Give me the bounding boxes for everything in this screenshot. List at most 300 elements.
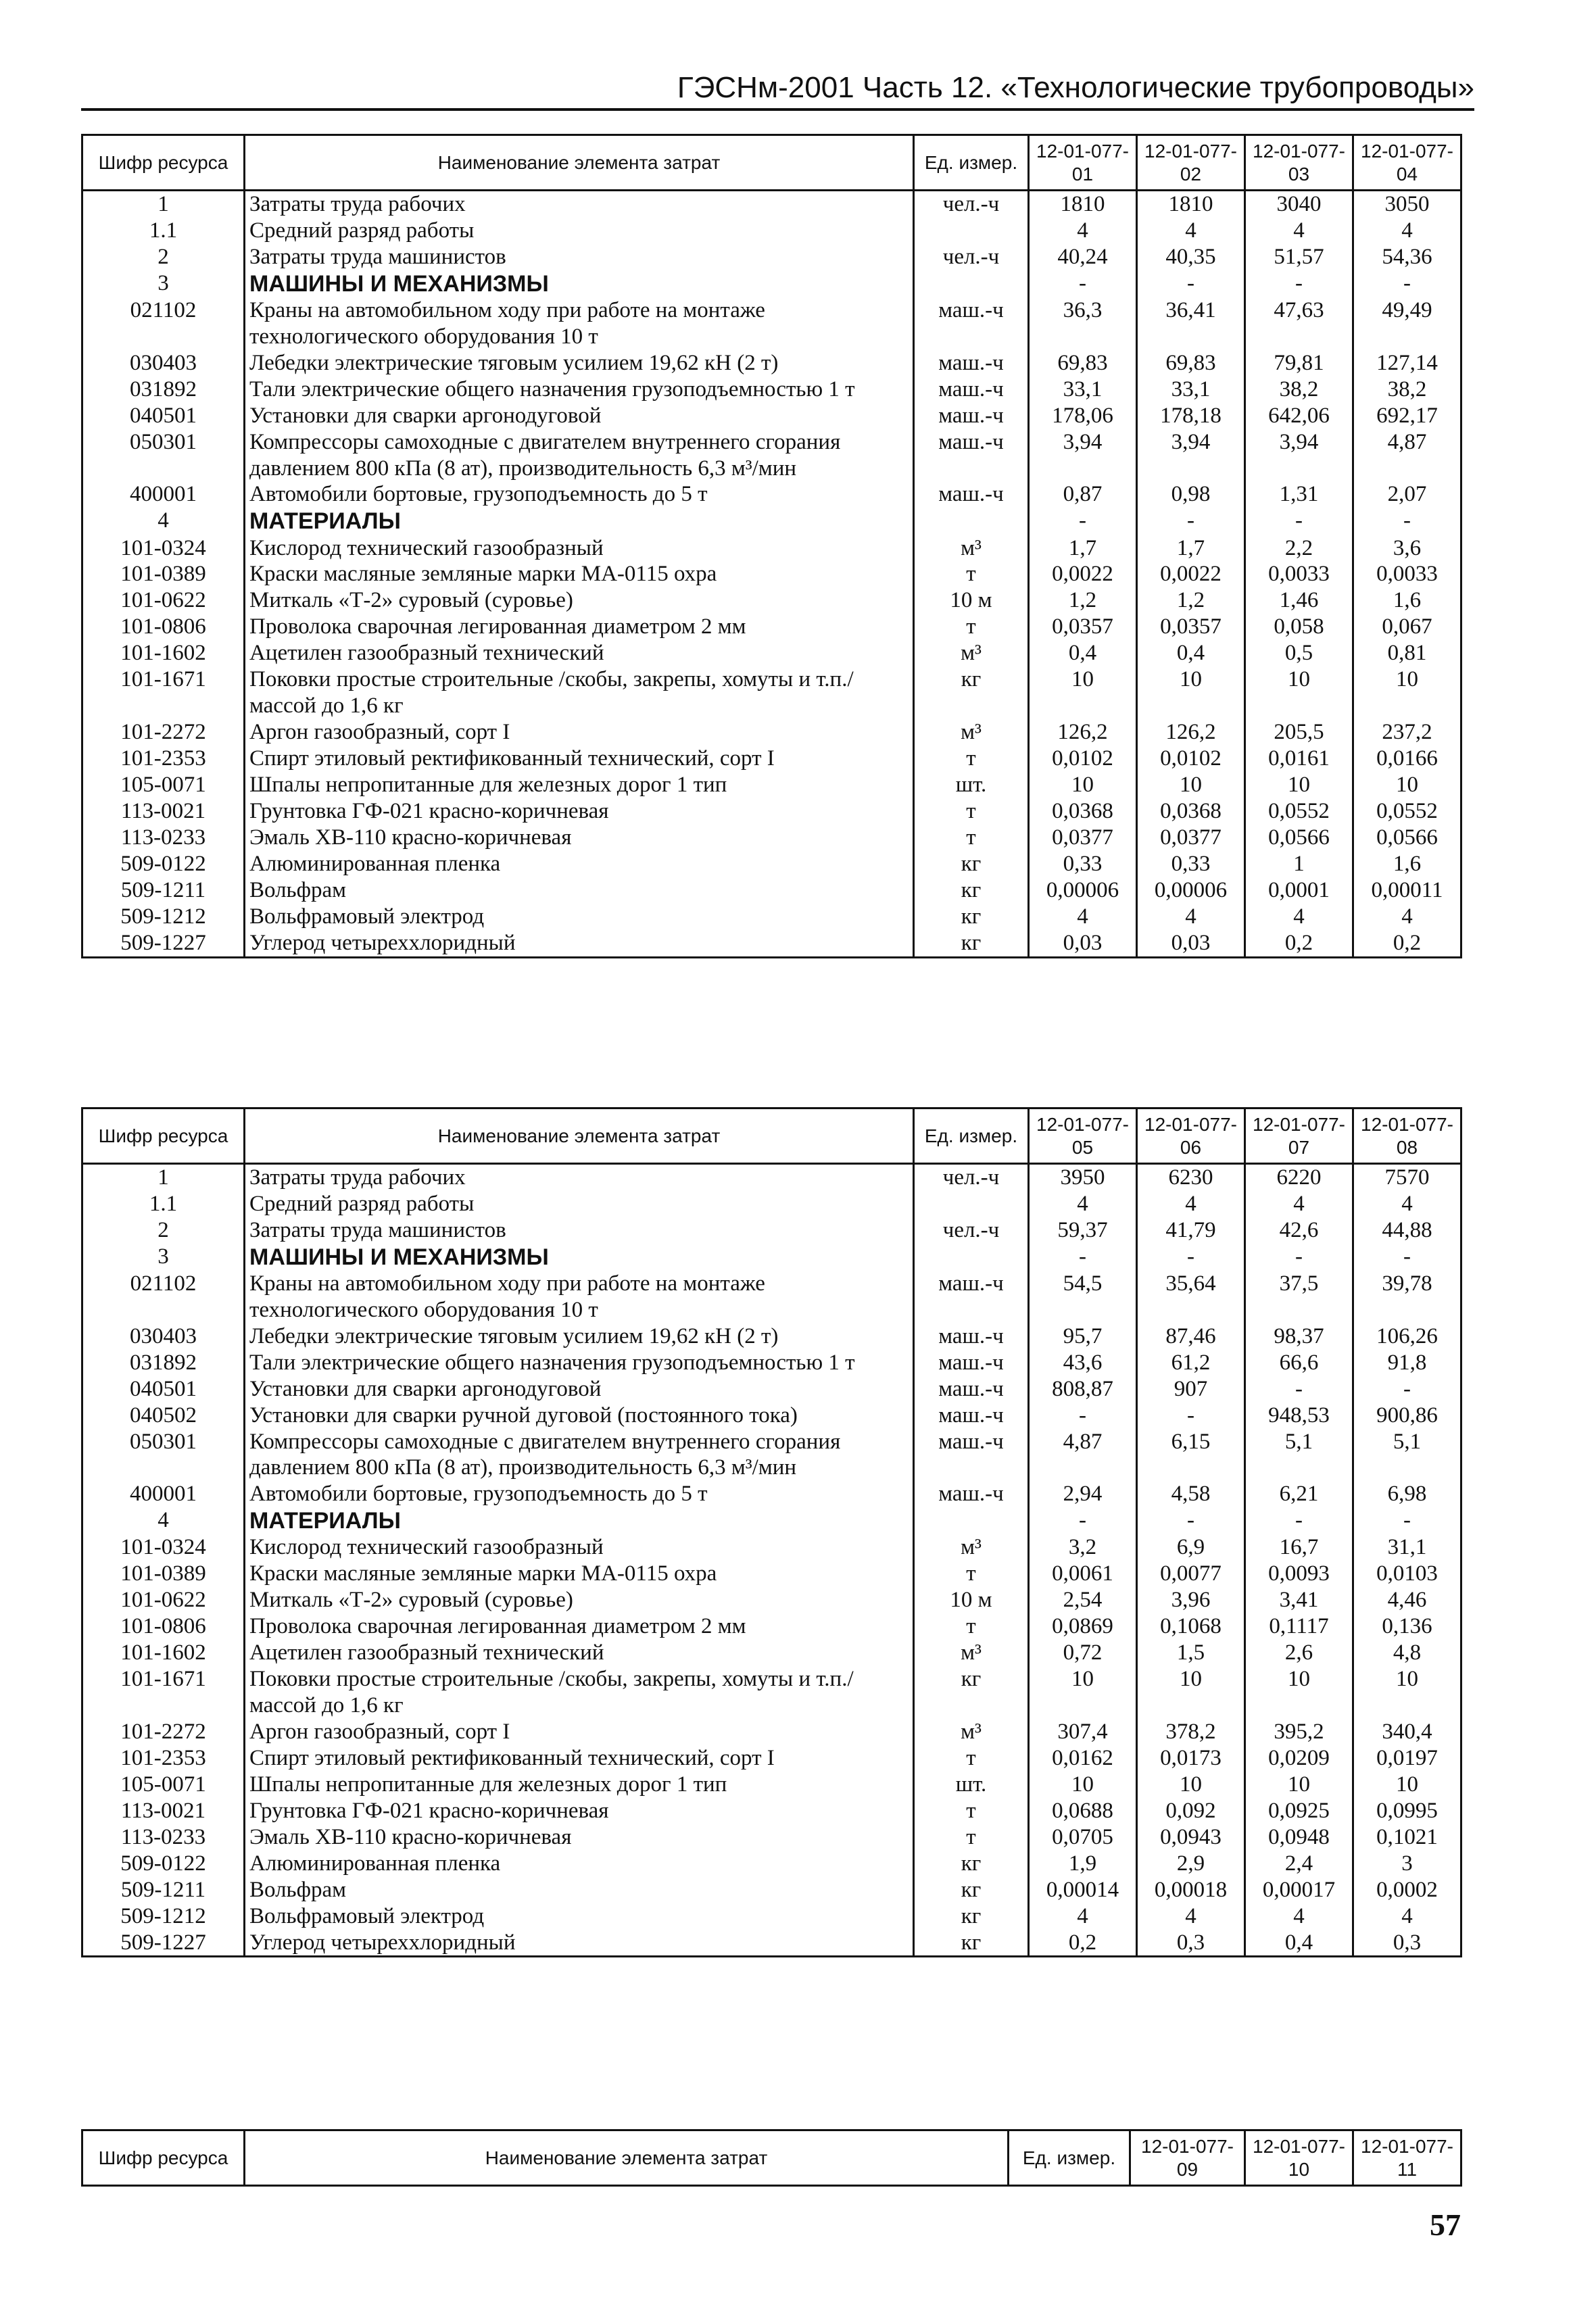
norm-value: 127,14 bbox=[1353, 350, 1461, 376]
norm-value: 0,0162 bbox=[1029, 1745, 1137, 1772]
table-row bbox=[82, 1903, 1461, 1930]
norm-value: 7570 bbox=[1353, 1164, 1461, 1191]
table-row bbox=[82, 1587, 1461, 1613]
norm-value: - bbox=[1245, 1376, 1353, 1403]
norm-value: 0,0001 bbox=[1245, 877, 1353, 904]
norm-value: 4 bbox=[1137, 1903, 1245, 1930]
norm-value: 0,0077 bbox=[1137, 1561, 1245, 1587]
norm-value: 10 bbox=[1029, 1666, 1137, 1719]
table-row bbox=[82, 1429, 1461, 1482]
norm-value: 0,03 bbox=[1137, 930, 1245, 957]
unit-of-measure: кг bbox=[914, 877, 1029, 904]
section-heading: МАШИНЫ И МЕХАНИЗМЫ bbox=[249, 1244, 549, 1270]
resource-code: 040501 bbox=[82, 1376, 245, 1403]
cost-item-name: Шпалы непропитанные для железных дорог 1 тип bbox=[249, 772, 727, 797]
unit-of-measure: т bbox=[914, 1824, 1029, 1851]
norm-value: 35,64 bbox=[1137, 1271, 1245, 1323]
norm-value: 0,0377 bbox=[1029, 825, 1137, 851]
cost-item-name: Ацетилен газообразный технический bbox=[249, 1640, 604, 1665]
norm-value: - bbox=[1245, 270, 1353, 297]
norm-value: 49,49 bbox=[1353, 297, 1461, 350]
table-row bbox=[82, 1481, 1461, 1507]
norm-value: 41,79 bbox=[1137, 1217, 1245, 1244]
col-header-rate: 12-01-077-03 bbox=[1245, 135, 1353, 191]
norm-value: 1,7 bbox=[1029, 535, 1137, 562]
table-row bbox=[82, 640, 1461, 666]
unit-of-measure: маш.-ч bbox=[914, 376, 1029, 403]
norm-value: 0,2 bbox=[1353, 930, 1461, 957]
norm-value: 4 bbox=[1245, 1903, 1353, 1930]
unit-of-measure: т bbox=[914, 798, 1029, 825]
resource-code: 2 bbox=[82, 244, 245, 270]
norm-value: 1,31 bbox=[1245, 481, 1353, 508]
norm-value: 0,00006 bbox=[1029, 877, 1137, 904]
norm-value: 2,9 bbox=[1137, 1851, 1245, 1877]
cost-item-name: Кислород технический газообразный bbox=[249, 1535, 604, 1560]
unit-of-measure: м³ bbox=[914, 1534, 1029, 1561]
page-header bbox=[81, 68, 1474, 111]
norm-value: 0,0103 bbox=[1353, 1561, 1461, 1587]
cost-item-name: Тали электрические общего назначения грузоподъемностью 1 т bbox=[249, 1350, 855, 1375]
norm-value: 0,0197 bbox=[1353, 1745, 1461, 1772]
table-row bbox=[82, 481, 1461, 508]
norm-value: 0,0102 bbox=[1029, 746, 1137, 772]
resource-code: 101-0806 bbox=[82, 1613, 245, 1640]
norm-value: - bbox=[1353, 270, 1461, 297]
unit-of-measure: кг bbox=[914, 1903, 1029, 1930]
resource-code: 4 bbox=[82, 508, 245, 535]
cost-item-name: Краны на автомобильном ходу при работе на монтаже технологического оборудования 10 т bbox=[249, 297, 765, 349]
table-row bbox=[82, 825, 1461, 851]
resource-code: 021102 bbox=[82, 297, 245, 350]
resource-code: 509-1212 bbox=[82, 904, 245, 930]
unit-of-measure: маш.-ч bbox=[914, 350, 1029, 376]
norm-value: 61,2 bbox=[1137, 1350, 1245, 1376]
cost-item-name: Средний разряд работы bbox=[249, 218, 475, 243]
norm-value: 44,88 bbox=[1353, 1217, 1461, 1244]
norm-value: 0,0093 bbox=[1245, 1561, 1353, 1587]
cost-item-name: Шпалы непропитанные для железных дорог 1 тип bbox=[249, 1772, 727, 1797]
resource-table-1 bbox=[81, 134, 1462, 958]
norm-value: 0,0566 bbox=[1245, 825, 1353, 851]
resource-code: 040502 bbox=[82, 1403, 245, 1429]
cost-item-name: Аргон газообразный, сорт I bbox=[249, 1720, 510, 1745]
norm-value: 4 bbox=[1029, 218, 1137, 244]
norm-value: 0,0688 bbox=[1029, 1798, 1137, 1824]
norm-value: - bbox=[1137, 1244, 1245, 1271]
resource-code: 101-0806 bbox=[82, 614, 245, 640]
col-header-rate: 12-01-077-02 bbox=[1137, 135, 1245, 191]
table-row bbox=[82, 1323, 1461, 1350]
resource-code: 113-0233 bbox=[82, 1824, 245, 1851]
norm-value: 4,87 bbox=[1353, 429, 1461, 482]
norm-value: 0,058 bbox=[1245, 614, 1353, 640]
norm-value: - bbox=[1245, 1507, 1353, 1534]
cost-item-name: Вольфрамовый электрод bbox=[249, 904, 485, 929]
norm-value: 0,0166 bbox=[1353, 746, 1461, 772]
unit-of-measure: 10 м bbox=[914, 587, 1029, 614]
norm-value: 0,0033 bbox=[1353, 561, 1461, 587]
cost-item-name: Миткаль «Т-2» суровый (суровье) bbox=[249, 588, 573, 613]
table-row bbox=[82, 1191, 1461, 1217]
section-heading: МАТЕРИАЛЫ bbox=[249, 508, 401, 535]
unit-of-measure: маш.-ч bbox=[914, 481, 1029, 508]
table-row bbox=[82, 1798, 1461, 1824]
norm-value: 178,06 bbox=[1029, 403, 1137, 429]
unit-of-measure: чел.-ч bbox=[914, 191, 1029, 218]
cost-item-name: Углерод четыреххлоридный bbox=[245, 930, 914, 957]
cost-item-name: Затраты труда рабочих bbox=[249, 192, 466, 216]
table-row bbox=[82, 1350, 1461, 1376]
col-header-rate: 12-01-077-06 bbox=[1137, 1108, 1245, 1164]
cost-item-name: Грунтовка ГФ-021 красно-коричневая bbox=[249, 798, 609, 823]
table-row bbox=[82, 930, 1461, 957]
norm-value: 43,6 bbox=[1029, 1350, 1137, 1376]
norm-value: 0,092 bbox=[1137, 1798, 1245, 1824]
col-header-rate: 12-01-077-08 bbox=[1353, 1108, 1461, 1164]
col-header-name: Наименование элемента затрат bbox=[245, 1108, 914, 1164]
norm-value: - bbox=[1245, 1244, 1353, 1271]
norm-value: - bbox=[1353, 1244, 1461, 1271]
cost-item-name: Краски масляные земляные марки МА-0115 охра bbox=[249, 562, 717, 587]
norm-value: 1,2 bbox=[1137, 587, 1245, 614]
unit-of-measure: кг bbox=[914, 904, 1029, 930]
unit-of-measure: шт. bbox=[914, 772, 1029, 798]
cost-item-name: Алюминированная пленка bbox=[249, 851, 501, 876]
norm-value: 87,46 bbox=[1137, 1323, 1245, 1350]
norm-value: 900,86 bbox=[1353, 1403, 1461, 1429]
norm-value: 4 bbox=[1137, 1191, 1245, 1217]
norm-value: 3,94 bbox=[1137, 429, 1245, 482]
table-row bbox=[82, 429, 1461, 482]
norm-value: 10 bbox=[1137, 1666, 1245, 1719]
resource-code: 021102 bbox=[82, 1271, 245, 1323]
unit-of-measure: т bbox=[914, 1745, 1029, 1772]
norm-value: 54,36 bbox=[1353, 244, 1461, 270]
norm-value: 692,17 bbox=[1353, 403, 1461, 429]
resource-code: 400001 bbox=[82, 481, 245, 508]
col-header-name: Наименование элемента затрат bbox=[245, 135, 914, 191]
cost-item-name: Углерод четыреххлоридный bbox=[245, 1930, 914, 1957]
resource-code: 4 bbox=[82, 1507, 245, 1534]
norm-value: 10 bbox=[1137, 772, 1245, 798]
norm-value: 0,87 bbox=[1029, 481, 1137, 508]
table-row bbox=[82, 1376, 1461, 1403]
norm-value: 40,35 bbox=[1137, 244, 1245, 270]
section-heading: МАШИНЫ И МЕХАНИЗМЫ bbox=[249, 270, 549, 297]
norm-value: 307,4 bbox=[1029, 1719, 1137, 1745]
cost-item-name: Кислород технический газообразный bbox=[249, 535, 604, 560]
cost-item-name: Эмаль ХВ-110 красно-коричневая bbox=[249, 1824, 572, 1849]
table-row bbox=[82, 1877, 1461, 1903]
unit-of-measure: м³ bbox=[914, 640, 1029, 666]
cost-item-name: Установки для сварки аргонодуговой bbox=[249, 1376, 602, 1401]
table-row bbox=[82, 1507, 1461, 1534]
norm-value: - bbox=[1029, 270, 1137, 297]
norm-value: 3,6 bbox=[1353, 535, 1461, 562]
table-row bbox=[82, 376, 1461, 403]
norm-value: 4 bbox=[1029, 904, 1137, 930]
table-row bbox=[82, 614, 1461, 640]
unit-of-measure: кг bbox=[914, 930, 1029, 957]
table-row bbox=[82, 1534, 1461, 1561]
page-number: 57 bbox=[1430, 2208, 1461, 2242]
cost-item-name: Компрессоры самоходные с двигателем внутреннего сгорания давлением 800 кПа (8 ат), производительность 6,3 м³/мин bbox=[249, 1429, 841, 1480]
norm-value: 1,5 bbox=[1137, 1640, 1245, 1666]
unit-of-measure: т bbox=[914, 1798, 1029, 1824]
norm-value: 5,1 bbox=[1353, 1429, 1461, 1482]
norm-value: - bbox=[1029, 1403, 1137, 1429]
norm-value: 0,1117 bbox=[1245, 1613, 1353, 1640]
unit-of-measure: т bbox=[914, 1561, 1029, 1587]
table-row bbox=[82, 746, 1461, 772]
norm-value: 10 bbox=[1245, 772, 1353, 798]
norm-value: 0,0566 bbox=[1353, 825, 1461, 851]
norm-value: - bbox=[1353, 508, 1461, 535]
norm-value: 0,0943 bbox=[1137, 1824, 1245, 1851]
col-header-rate: 12-01-077-05 bbox=[1029, 1108, 1137, 1164]
cost-item-name: Спирт этиловый ректификованный технический, сорт I bbox=[249, 746, 775, 771]
table-row bbox=[82, 904, 1461, 930]
resource-code: 1.1 bbox=[82, 218, 245, 244]
norm-value: 10 bbox=[1353, 666, 1461, 719]
norm-value: - bbox=[1137, 508, 1245, 535]
norm-value: 1,7 bbox=[1137, 535, 1245, 562]
table-row bbox=[82, 1244, 1461, 1271]
table-row bbox=[82, 1824, 1461, 1851]
norm-value: 69,83 bbox=[1029, 350, 1137, 376]
norm-value: 0,0552 bbox=[1353, 798, 1461, 825]
table-row bbox=[82, 218, 1461, 244]
norm-value: 0,81 bbox=[1353, 640, 1461, 666]
table-row bbox=[82, 508, 1461, 535]
norm-value: 0,0022 bbox=[1029, 561, 1137, 587]
unit-of-measure: чел.-ч bbox=[914, 244, 1029, 270]
norm-value: 948,53 bbox=[1245, 1403, 1353, 1429]
table-row bbox=[82, 1217, 1461, 1244]
norm-value: 39,78 bbox=[1353, 1271, 1461, 1323]
norm-value: 10 bbox=[1137, 1772, 1245, 1798]
cost-item-name: Лебедки электрические тяговым усилием 19,62 кН (2 т) bbox=[249, 350, 779, 375]
resource-code: 031892 bbox=[82, 376, 245, 403]
norm-value: 0,4 bbox=[1245, 1930, 1353, 1957]
norm-value: 0,00017 bbox=[1245, 1877, 1353, 1903]
resource-code: 101-1602 bbox=[82, 640, 245, 666]
unit-of-measure: маш.-ч bbox=[914, 1376, 1029, 1403]
table-row bbox=[82, 1613, 1461, 1640]
unit-of-measure bbox=[914, 1191, 1029, 1217]
cost-item-name: Тали электрические общего назначения грузоподъемностью 1 т bbox=[249, 376, 855, 401]
norm-value: 98,37 bbox=[1245, 1323, 1353, 1350]
norm-value: 0,00018 bbox=[1137, 1877, 1245, 1903]
resource-code: 1.1 bbox=[82, 1191, 245, 1217]
cost-item-name: Установки для сварки ручной дуговой (постоянного тока) bbox=[249, 1403, 798, 1428]
norm-value: 5,1 bbox=[1245, 1429, 1353, 1482]
norm-value: 1,2 bbox=[1029, 587, 1137, 614]
norm-value: 3050 bbox=[1353, 191, 1461, 218]
cost-item-name: Вольфрам bbox=[249, 1877, 347, 1902]
norm-value: 36,3 bbox=[1029, 297, 1137, 350]
norm-value: 0,0368 bbox=[1137, 798, 1245, 825]
resource-code: 050301 bbox=[82, 1429, 245, 1482]
norm-value: 2,94 bbox=[1029, 1481, 1137, 1507]
cost-item-name: Средний разряд работы bbox=[249, 1191, 475, 1216]
norm-value: 10 bbox=[1029, 772, 1137, 798]
cost-item-name: Проволока сварочная легированная диаметром 2 мм bbox=[249, 1614, 746, 1639]
resource-code: 101-2272 bbox=[82, 719, 245, 746]
norm-value: 0,0209 bbox=[1245, 1745, 1353, 1772]
table-row bbox=[82, 244, 1461, 270]
norm-value: 95,7 bbox=[1029, 1323, 1137, 1350]
norm-value: 0,2 bbox=[1029, 1930, 1137, 1957]
unit-of-measure: маш.-ч bbox=[914, 1429, 1029, 1482]
norm-value: 907 bbox=[1137, 1376, 1245, 1403]
unit-of-measure bbox=[914, 508, 1029, 535]
cost-item-name: Затраты труда рабочих bbox=[249, 1165, 466, 1190]
norm-value: 10 bbox=[1353, 772, 1461, 798]
norm-value: 0,1021 bbox=[1353, 1824, 1461, 1851]
resource-code: 101-2272 bbox=[82, 1719, 245, 1745]
resource-code: 509-1227 bbox=[82, 930, 245, 957]
cost-item-name: Проволока сварочная легированная диаметром 2 мм bbox=[249, 614, 746, 639]
norm-value: 106,26 bbox=[1353, 1323, 1461, 1350]
col-header-unit: Ед. измер. bbox=[914, 135, 1029, 191]
norm-value: 54,5 bbox=[1029, 1271, 1137, 1323]
table-row bbox=[82, 719, 1461, 746]
cost-item-name: Вольфрамовый электрод bbox=[249, 1903, 485, 1928]
norm-value: 395,2 bbox=[1245, 1719, 1353, 1745]
norm-value: 40,24 bbox=[1029, 244, 1137, 270]
norm-value: 0,0161 bbox=[1245, 746, 1353, 772]
resource-code: 101-0622 bbox=[82, 1587, 245, 1613]
cost-item-name: Лебедки электрические тяговым усилием 19,62 кН (2 т) bbox=[249, 1323, 779, 1348]
norm-value: 3,94 bbox=[1029, 429, 1137, 482]
norm-value: 59,37 bbox=[1029, 1217, 1137, 1244]
norm-value: 0,0552 bbox=[1245, 798, 1353, 825]
col-header-code: Шифр ресурса bbox=[82, 135, 245, 191]
norm-value: 2,4 bbox=[1245, 1851, 1353, 1877]
col-header-name: Наименование элемента затрат bbox=[245, 2130, 1009, 2186]
norm-value: 6,15 bbox=[1137, 1429, 1245, 1482]
resource-table-2 bbox=[81, 1107, 1462, 1957]
cost-item-name: Спирт этиловый ректификованный технический, сорт I bbox=[249, 1745, 775, 1770]
unit-of-measure bbox=[914, 270, 1029, 297]
norm-value: 1810 bbox=[1137, 191, 1245, 218]
norm-value: 16,7 bbox=[1245, 1534, 1353, 1561]
norm-value: 4,87 bbox=[1029, 1429, 1137, 1482]
table-row bbox=[82, 270, 1461, 297]
resource-code: 1 bbox=[82, 1164, 245, 1191]
norm-value: 3,94 bbox=[1245, 429, 1353, 482]
norm-value: 1 bbox=[1245, 851, 1353, 877]
resource-code: 509-1211 bbox=[82, 877, 245, 904]
norm-value: 10 bbox=[1029, 1772, 1137, 1798]
norm-value: 66,6 bbox=[1245, 1350, 1353, 1376]
cost-item-name: Автомобили бортовые, грузоподъемность до 5 т bbox=[249, 1482, 708, 1507]
table-row bbox=[82, 877, 1461, 904]
norm-value: 31,1 bbox=[1353, 1534, 1461, 1561]
resource-code: 113-0233 bbox=[82, 825, 245, 851]
norm-value: 4 bbox=[1353, 1191, 1461, 1217]
table-row bbox=[82, 666, 1461, 719]
norm-value: 3,2 bbox=[1029, 1534, 1137, 1561]
norm-value: 0,0368 bbox=[1029, 798, 1137, 825]
table-row bbox=[82, 1851, 1461, 1877]
norm-value: 4 bbox=[1353, 218, 1461, 244]
table-row bbox=[82, 1561, 1461, 1587]
unit-of-measure: м³ bbox=[914, 1719, 1029, 1745]
unit-of-measure: чел.-ч bbox=[914, 1164, 1029, 1191]
unit-of-measure: т bbox=[914, 561, 1029, 587]
resource-code: 030403 bbox=[82, 1323, 245, 1350]
norm-value: 3,96 bbox=[1137, 1587, 1245, 1613]
norm-value: 0,03 bbox=[1029, 930, 1137, 957]
unit-of-measure: м³ bbox=[914, 1640, 1029, 1666]
table-row bbox=[82, 1930, 1461, 1957]
norm-value: 6230 bbox=[1137, 1164, 1245, 1191]
table-row bbox=[82, 1772, 1461, 1798]
cost-item-name: Краны на автомобильном ходу при работе на монтаже технологического оборудования 10 т bbox=[249, 1271, 765, 1322]
resource-code: 509-0122 bbox=[82, 1851, 245, 1877]
norm-value: 10 bbox=[1137, 666, 1245, 719]
norm-value: 51,57 bbox=[1245, 244, 1353, 270]
norm-value: 808,87 bbox=[1029, 1376, 1137, 1403]
col-header-rate: 12-01-077-01 bbox=[1029, 135, 1137, 191]
cost-item-name: Эмаль ХВ-110 красно-коричневая bbox=[249, 825, 572, 850]
norm-value: 1,6 bbox=[1353, 851, 1461, 877]
resource-code: 030403 bbox=[82, 350, 245, 376]
norm-value: 2,07 bbox=[1353, 481, 1461, 508]
table-row bbox=[82, 561, 1461, 587]
cost-item-name: Аргон газообразный, сорт I bbox=[249, 720, 510, 745]
norm-value: 0,00014 bbox=[1029, 1877, 1137, 1903]
norm-value: 0,0022 bbox=[1137, 561, 1245, 587]
norm-value: 378,2 bbox=[1137, 1719, 1245, 1745]
cost-item-name: Грунтовка ГФ-021 красно-коричневая bbox=[249, 1798, 609, 1823]
norm-value: 2,54 bbox=[1029, 1587, 1137, 1613]
unit-of-measure: м³ bbox=[914, 535, 1029, 562]
unit-of-measure bbox=[914, 1244, 1029, 1271]
resource-code: 101-0622 bbox=[82, 587, 245, 614]
resource-code: 101-0389 bbox=[82, 561, 245, 587]
norm-value: 205,5 bbox=[1245, 719, 1353, 746]
resource-code: 2 bbox=[82, 1217, 245, 1244]
norm-value: 0,0033 bbox=[1245, 561, 1353, 587]
norm-value: 340,4 bbox=[1353, 1719, 1461, 1745]
norm-value: 47,63 bbox=[1245, 297, 1353, 350]
col-header-rate: 12-01-077-11 bbox=[1353, 2130, 1461, 2186]
norm-value: 33,1 bbox=[1029, 376, 1137, 403]
section-heading: МАТЕРИАЛЫ bbox=[249, 1508, 401, 1534]
norm-value: - bbox=[1353, 1507, 1461, 1534]
norm-value: 0,0377 bbox=[1137, 825, 1245, 851]
norm-value: 0,2 bbox=[1245, 930, 1353, 957]
norm-value: 0,00011 bbox=[1353, 877, 1461, 904]
unit-of-measure: маш.-ч bbox=[914, 1403, 1029, 1429]
unit-of-measure: т bbox=[914, 1613, 1029, 1640]
norm-value: 4 bbox=[1137, 218, 1245, 244]
norm-value: 0,0705 bbox=[1029, 1824, 1137, 1851]
unit-of-measure: маш.-ч bbox=[914, 429, 1029, 482]
col-header-unit: Ед. измер. bbox=[914, 1108, 1029, 1164]
norm-value: 4 bbox=[1245, 218, 1353, 244]
table-row bbox=[82, 191, 1461, 218]
resource-code: 105-0071 bbox=[82, 1772, 245, 1798]
resource-code: 101-1671 bbox=[82, 1666, 245, 1719]
unit-of-measure: кг bbox=[914, 666, 1029, 719]
norm-value: 3 bbox=[1353, 1851, 1461, 1877]
table-row bbox=[82, 1271, 1461, 1323]
